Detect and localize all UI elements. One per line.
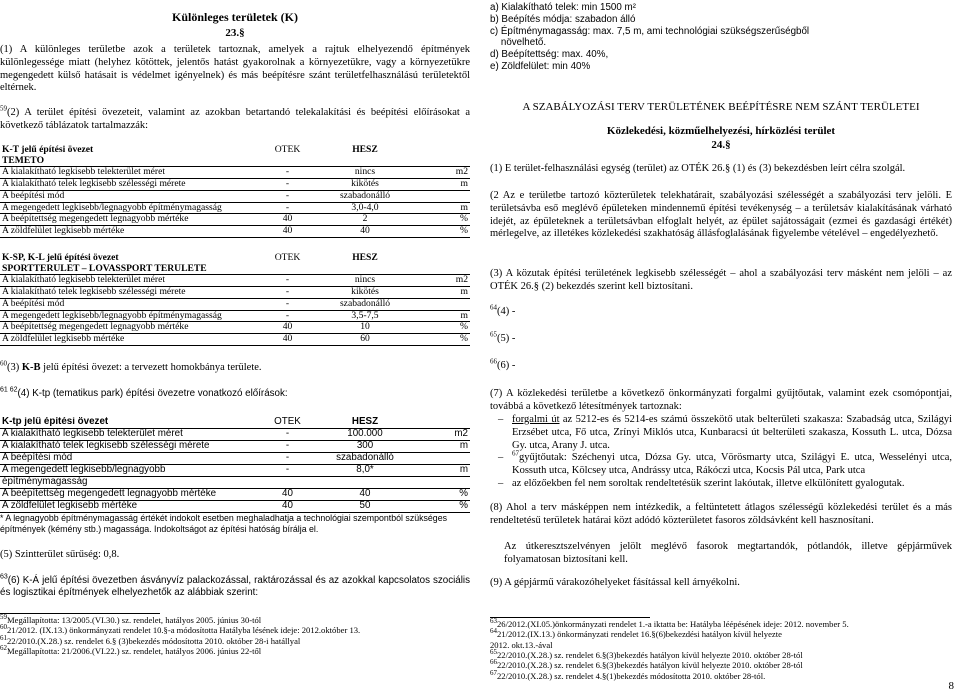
row-unit: % [415, 500, 470, 512]
table-row [0, 214, 470, 226]
r7-list [490, 414, 952, 491]
section-number: 24.§ [711, 139, 731, 151]
table-k-sp [0, 253, 470, 346]
row-label: A kialakítható telek legkisebb szélességi mérete [0, 287, 260, 299]
footnotes-left [0, 615, 470, 656]
table-header-hesz: HÉSZ [315, 417, 415, 428]
table-row [0, 167, 470, 179]
footnote-ref[interactable]: 63 [0, 573, 8, 581]
table-row [0, 275, 470, 287]
footnote [490, 629, 952, 639]
row-label: A beépítési mód [0, 190, 260, 202]
table-row [0, 428, 470, 440]
condition-item: e) Zöldfelület: min 40% [490, 60, 591, 72]
row-unit: m [415, 464, 470, 476]
footnote-number: 63 [490, 617, 497, 626]
footnote-number: 67 [490, 668, 497, 677]
row-otek: 40 [260, 322, 315, 334]
paragraph-5: (5) Szintterület sűrűség: 0,8. [0, 549, 120, 560]
row-label: A kialakítható legkisebb telekterület méret [0, 167, 260, 179]
row-unit: % [415, 214, 470, 226]
table-header-otek: OTÉK [274, 253, 301, 263]
list-item-text: az előzőekben fel nem soroltak rendeltetésük szerint lakóutak, illetve elkülönített gyalogutak. [512, 477, 905, 489]
footnote-ref[interactable]: 66 [490, 357, 497, 366]
footnote [490, 650, 952, 660]
condition-item: d) Beépítettség: max. 40%, [490, 49, 609, 60]
row-otek: - [260, 440, 315, 452]
paragraph-3 [0, 359, 470, 375]
footnote-text: 21/2012. (IX.13.) önkormányzati rendelet 10.§-a módosította Hatályba lésének ideje: 2012.október 13. [7, 625, 361, 636]
r-paragraph-2: (2 Az e területbe tartozó közterületek telekhatárait, szabályozási szélességét a szabályozási terv jelöli. E területsávba eső meglévő épületeken mindennemű építési tevékenység – a területsáv kialakításának várható idejét, az épületeknek a területsávban elfoglalt helyét, az épület sajátosságait (ezmei és gazdasági értékét) mérlegelve, az illetékes közlekedési szakhatóság állásfoglalásának figyelembe vételével – engedélyezhető. [490, 190, 952, 240]
table-k-t [0, 145, 470, 238]
row-unit: % [415, 334, 470, 346]
paragraph-4-text: (4) K-tp (tematikus park) építési övezetre vonatkozó előírások: [17, 388, 288, 399]
footnotes-right [490, 619, 952, 681]
row-unit: m [415, 440, 470, 452]
table-row [0, 310, 470, 322]
paragraph-6 [0, 575, 470, 599]
r-paragraph-3: (3) A közutak építési területének legkisebb szélességét – ahol a szabályozási terv másként nem jelöli – az OTÉK 26.§ (2) bekezdés szerint kell biztosítani. [490, 268, 952, 292]
row-unit [415, 476, 470, 488]
condition-item: c) Építménymagasság: max. 7,5 m, ami technológiai szükségszerűségből [490, 25, 810, 37]
row-unit: m [415, 310, 470, 322]
table-header-zone: K-SP, K-L jelű építési övezet [2, 253, 119, 263]
heading: Különleges területek (K) [172, 10, 298, 24]
list-item-lead: forgalmi út [512, 414, 560, 425]
paragraph-4 [0, 388, 470, 400]
r-paragraph-4 [490, 303, 516, 319]
paragraph-2 [0, 104, 470, 133]
footnote-text: 21/2012.(IX.13.) önkormányzati rendelet 16.§(6)bekezdési hatályon kívül helyezte [497, 629, 782, 640]
table-row [0, 440, 470, 452]
r-paragraph-9: (9) A gépjármű várakozóhelyeket fásítással kell árnyékolni. [490, 577, 740, 588]
row-hesz: 3,0-4,0 [315, 202, 415, 214]
table-note: * A legnagyobb építménymagasság értékét indokolt esetben meghaladhatja a technológiai szempontból szükséges építmények (kémény stb.) magassága. Indokoltságot az építési hatóság bírálja el. [0, 513, 447, 534]
row-hesz: kikötés [315, 287, 415, 299]
footnote-text: 22/2010.(X.28.) sz. rendelet 6.§ (3)bekezdés módosította 2010. október 28-i hatállyal [7, 635, 301, 646]
footnote [0, 646, 470, 656]
footnote-rule [0, 613, 160, 614]
row-unit: m2 [415, 428, 470, 440]
row-hesz: 100.000 [315, 428, 415, 440]
row-label: A beépítettség megengedett legnagyobb mértéke [0, 214, 260, 226]
table-row [0, 500, 470, 512]
row-hesz: nincs [315, 167, 415, 179]
row-label: A megengedett legkisebb/legnagyobb építménymagasság [0, 202, 260, 214]
footnote [0, 633, 470, 646]
row-hesz: szabadonálló [315, 452, 415, 464]
paragraph-2-text: (2) A terület építési övezeteit, valamint az azokban betartandó telekalakítási és beépítési előírásokat a következő táblázatok tartalmazzák: [0, 107, 470, 131]
row-hesz: nincs [315, 275, 415, 287]
row-otek: 40 [260, 334, 315, 346]
p3-prefix: (3) [7, 362, 22, 373]
footnote-text: 26/2012.(XI.05.)önkormányzati rendelet 1.-a iktatta be: Hatályba léépésének ideje: 2012. november 5. [497, 619, 849, 629]
footnote-text: 22/2010.(X.28.) sz. rendelet 4.§(1)bekezdés módosította 2010. október 28-tól. [497, 670, 766, 681]
row-unit: % [415, 322, 470, 334]
table-header-otek: OTÉK [274, 145, 301, 155]
footnote-rule [490, 617, 650, 618]
section-title: A SZABÁLYOZÁSI TERV TERÜLETÉNEK BEÉPÍTÉSRE NEM SZÁNT TERÜLETEI [522, 101, 920, 113]
r5-text: (5) - [497, 333, 516, 344]
row-hesz: 10 [315, 322, 415, 334]
footnote-text: 22/2010.(X.28.) sz. rendelet 6.§(3)bekezdés hatályon kívül helyezte 2010. október 28-tól [497, 649, 803, 660]
row-otek: - [260, 298, 315, 310]
row-hesz: 3,5-7,5 [315, 310, 415, 322]
table-row [0, 202, 470, 214]
footnote-number: 61 [0, 633, 7, 642]
row-unit [415, 452, 470, 464]
row-hesz: szabadonálló [315, 298, 415, 310]
row-label: A kialakítható telek legkisebb szélességi mérete [0, 440, 260, 452]
row-unit [415, 190, 470, 202]
row-hesz: 300 [315, 440, 415, 452]
footnote [490, 668, 952, 681]
table-header-hesz: HÉSZ [352, 253, 378, 263]
row-hesz: kikötés [315, 179, 415, 191]
row-label: A megengedett legkisebb/legnagyobb [0, 464, 260, 476]
footnote-ref[interactable]: 61 62 [0, 386, 18, 394]
row-unit: % [415, 226, 470, 238]
row-unit: m [415, 287, 470, 299]
row-unit: m2 [415, 275, 470, 287]
table-row [0, 322, 470, 334]
list-item-text: gyűjtőutak: Széchenyi utca, Dózsa Gy. utca, Vörösmarty utca, Szilágyi E. utca, Wesselényi utca, Kossuth utca, Kölcsey utca, Andrássy utca, Rákóczi utca, Kocsis Pál utca, Park utca [512, 452, 952, 477]
footnote [490, 619, 952, 629]
r-paragraph-6 [490, 357, 516, 373]
row-unit: m2 [415, 167, 470, 179]
table-k-tp [0, 417, 470, 513]
table-header-zone: K-T jelű építési övezet [2, 145, 94, 155]
paragraph-6-text: (6) K-Á jelű építési övezetben ásványvíz palackozással, raktározással és az azokkal kapcsolatos szociális és logisztikai építmények elhelyezhetők az alábbiak szerint: [0, 575, 470, 598]
row-label: A beépítési mód [0, 452, 260, 464]
row-otek: 40 [260, 214, 315, 226]
footnote-text: 2012. okt.13.-ával [490, 639, 553, 650]
row-hesz [315, 476, 415, 488]
table-header-hesz: HÉSZ [352, 145, 378, 155]
row-label: építménymagasság [0, 476, 260, 488]
table-row [0, 226, 470, 238]
paragraph-1: (1) A különleges területbe azok a területek tartoznak, amelyek a rajtuk elhelyezendő építmények különlegessége miatt (helyhez kötöttek, jelentős hatást gyakorolnak a környezetükre, vagy a környezetükre megengedett külső hatásait is védelmet igényelnek) és más beépítésre szánt területfelhasználású területektől eltérnek. [0, 44, 470, 94]
footnote-number: 65 [490, 648, 497, 657]
footnote-text: Megállapította: 13/2005.(VI.30.) sz. rendelet, hatályos 2005. június 30-tól [7, 615, 262, 625]
condition-item: b) Beépítés módja: szabadon álló [490, 13, 636, 25]
row-hesz: 2 [315, 214, 415, 226]
row-label: A megengedett legkisebb/legnagyobb építménymagasság [0, 310, 260, 322]
table-header-zone: K-tp jelű építési övezet [0, 417, 260, 428]
row-otek: - [260, 287, 315, 299]
p3-code: K-B [21, 362, 41, 373]
table-row [0, 488, 470, 500]
p3-text: jelű építési övezet: a tervezett homokbánya területe. [40, 362, 262, 373]
row-hesz: 40 [315, 488, 415, 500]
row-label: A beépítési mód [0, 298, 260, 310]
row-otek: - [260, 275, 315, 287]
section-subtitle: Közlekedési, közműelhelyezési, hírközlési terület [606, 125, 836, 137]
row-hesz: szabadonálló [315, 190, 415, 202]
footnote [0, 625, 470, 635]
row-label: A kialakítható legkisebb telekterület méret [0, 275, 260, 287]
footnote-number: 64 [490, 627, 497, 636]
condition-item: növelhető. [490, 37, 547, 49]
footnote [0, 615, 470, 625]
footnote-number: 60 [0, 623, 7, 632]
row-hesz: 50 [315, 500, 415, 512]
footnote-ref[interactable]: 67 [512, 449, 519, 458]
r-paragraph-8b: Az útkeresztszelvényen jelölt meglévő fasorok megtartandók, pótlandók, illetve gépjárművek folyamatosan biztosítani kell. [504, 541, 952, 565]
row-label: A kialakítható telek legkisebb szélességi mérete [0, 179, 260, 191]
footnote-text: Megállapította: 21/2006.(VI.22.) sz. rendelet, hatályos 2006. június 22-től [7, 645, 262, 656]
footnote-text: 22/2010.(X.28.) sz. rendelet 6.§(3)bekezdés hatályon kívül helyezte 2010. október 28-tól [497, 660, 803, 671]
table-header-otek: OTÉK [260, 417, 315, 428]
section-number: 23.§ [225, 27, 245, 39]
row-label: A beépítettség megengedett legnagyobb mértéke [0, 322, 260, 334]
row-otek [260, 476, 315, 488]
row-label: A zöldfelület legkisebb mértéke [0, 500, 260, 512]
row-otek: - [260, 452, 315, 464]
footnote-ref[interactable]: 59 [0, 104, 7, 113]
conditions-list [490, 2, 952, 73]
list-item [490, 449, 952, 478]
table-title: TEMETŐ [0, 156, 260, 167]
table-row [0, 190, 470, 202]
r-paragraph-7: (7) A közlekedési területbe a következő önkormányzati forgalmi gyűjtőutak, valamint ezek csomópontjai, továbbá a következő létesítmények tartoznak: [490, 388, 952, 412]
table-title: SPORTTERÜLET – LOVASSPORT TERÜLETE [0, 264, 260, 275]
row-label: A beépítettség megengedett legnagyobb mértéke [0, 488, 260, 500]
row-unit: % [415, 488, 470, 500]
row-otek: - [260, 179, 315, 191]
row-otek: - [260, 310, 315, 322]
row-unit [415, 298, 470, 310]
row-unit: m [415, 202, 470, 214]
row-otek: 40 [260, 488, 315, 500]
table-row [0, 287, 470, 299]
table-row [0, 179, 470, 191]
footnote-number: 62 [0, 644, 7, 653]
row-otek: - [260, 202, 315, 214]
r-paragraph-5 [490, 330, 516, 346]
row-otek: - [260, 428, 315, 440]
table-row [0, 464, 470, 476]
footnote [490, 660, 952, 670]
table-row [0, 452, 470, 464]
row-unit: m [415, 179, 470, 191]
list-item [490, 478, 952, 491]
r4-text: (4) - [497, 306, 516, 317]
footnote-ref[interactable]: 64 [490, 303, 497, 312]
row-otek: - [260, 464, 315, 476]
table-row [0, 334, 470, 346]
list-item-text: az 5212-es és 5214-es számú összekötő utak belterületi szakasza: Szabadság utca, Szilágyi Erzsébet utca, Fő utca, Zrínyi Miklós utca, Kunbaracsi út belterületi szakasza, Kossuth L. utca, Dózsa Gy. utca, Arany J. utca. [512, 414, 952, 451]
condition-item: a) Kialakítható telek: min 1500 m² [490, 2, 636, 13]
table-row [0, 476, 470, 488]
list-item [490, 414, 952, 452]
row-label: A kialakítható legkisebb telekterület méret [0, 428, 260, 440]
row-label: A zöldfelület legkisebb mértéke [0, 334, 260, 346]
row-hesz: 60 [315, 334, 415, 346]
row-otek: - [260, 167, 315, 179]
row-otek: 40 [260, 226, 315, 238]
table-row [0, 298, 470, 310]
page-number: 8 [948, 679, 954, 692]
row-hesz: 40 [315, 226, 415, 238]
footnote [490, 640, 952, 650]
row-hesz: 8,0* [315, 464, 415, 476]
r-paragraph-1: (1) E terület-felhasználási egység (terület) az OTÉK 26.§ (1) és (3) bekezdésben leírt célra szolgál. [490, 163, 906, 174]
footnote-ref[interactable]: 65 [490, 330, 497, 339]
row-otek: 40 [260, 500, 315, 512]
r6-text: (6) - [497, 360, 516, 371]
footnote-number: 59 [0, 613, 7, 622]
footnote-number: 66 [490, 658, 497, 667]
row-label: A zöldfelület legkisebb mértéke [0, 226, 260, 238]
r-paragraph-8: (8) Ahol a terv másképpen nem intézkedik, a feltüntetett átlagos szélességű közlekedési terület és a más rendeltetésű területek határai közt adódó közterületet fasoros zöldsávként kell hasznosítani. [490, 502, 952, 526]
row-otek: - [260, 190, 315, 202]
footnote-ref[interactable]: 60 [0, 359, 7, 368]
